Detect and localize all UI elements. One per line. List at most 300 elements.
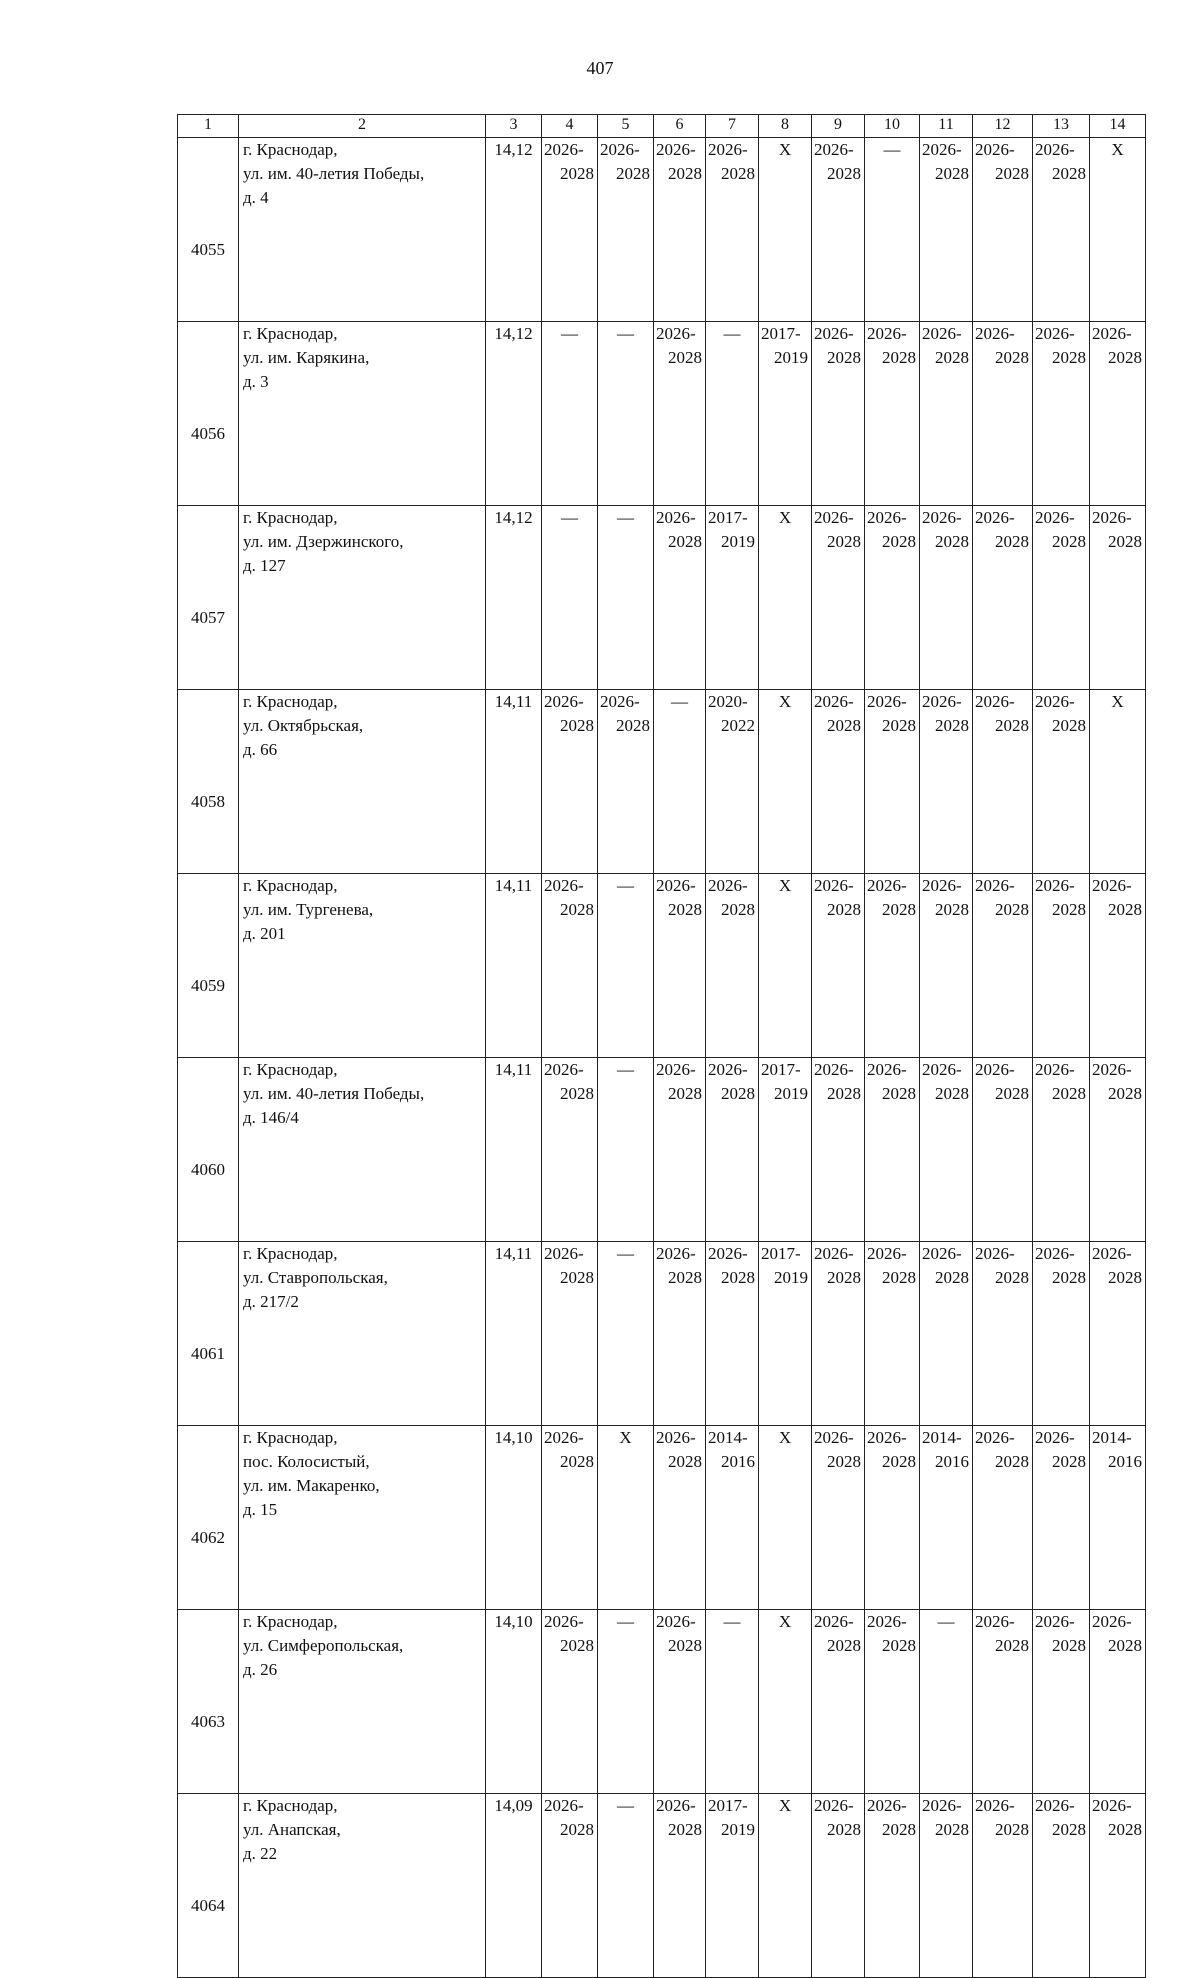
period-value: 2028	[882, 1268, 916, 1287]
period-value: 2026-	[975, 1244, 1015, 1263]
period-value: 2026-	[656, 1796, 696, 1815]
address-line: г. Краснодар,	[243, 876, 338, 895]
column-header-2: 2	[239, 115, 486, 138]
period-cell	[1090, 1426, 1146, 1610]
address-line: д. 3	[243, 372, 269, 391]
period-value: 2028	[882, 532, 916, 551]
period-value: 2028	[560, 716, 594, 735]
period-value: 2026-	[544, 1244, 584, 1263]
period-value: 2026-	[975, 876, 1015, 895]
period-value: 2026-	[814, 1796, 854, 1815]
period-cell	[706, 1058, 759, 1242]
period-cell	[973, 690, 1033, 874]
period-value: 2026-	[975, 1796, 1015, 1815]
address-line: д. 146/4	[243, 1108, 299, 1127]
period-value: 2026-	[544, 1060, 584, 1079]
period-cell	[973, 322, 1033, 506]
period-cell	[542, 1794, 598, 1978]
period-value: 2017-	[761, 1244, 801, 1263]
period-value: 2028	[1052, 716, 1086, 735]
period-value: X	[778, 508, 792, 527]
period-value: 2026-	[544, 876, 584, 895]
period-cell	[542, 1610, 598, 1794]
period-value: 2028	[995, 716, 1029, 735]
period-cell	[654, 874, 706, 1058]
period-cell	[973, 1058, 1033, 1242]
period-cell	[759, 1242, 812, 1426]
address-line: г. Краснодар,	[243, 1244, 338, 1263]
period-value: 2028	[1108, 1820, 1142, 1839]
address-line: д. 15	[243, 1500, 278, 1519]
period-value: 2028	[668, 900, 702, 919]
period-value: 2026-	[922, 1060, 962, 1079]
period-cell	[706, 1610, 759, 1794]
period-cell	[706, 322, 759, 506]
period-cell	[542, 1426, 598, 1610]
period-cell	[812, 1610, 865, 1794]
period-value: 2028	[668, 1820, 702, 1839]
period-cell	[1033, 1794, 1090, 1978]
period-cell	[812, 322, 865, 506]
period-value: 2026-	[814, 324, 854, 343]
period-cell	[1033, 506, 1090, 690]
period-value: 2026-	[814, 692, 854, 711]
period-value: 2026-	[1092, 324, 1132, 343]
period-value: 2026-	[1092, 1796, 1132, 1815]
period-cell	[706, 1794, 759, 1978]
period-value: 2028	[721, 1084, 755, 1103]
period-value: —	[617, 1060, 634, 1079]
area-cell: 14,11	[486, 1058, 542, 1242]
period-value: 2028	[1052, 1452, 1086, 1471]
column-header-9: 9	[812, 115, 865, 138]
address-cell	[239, 1058, 486, 1242]
period-value: 2028	[560, 1268, 594, 1287]
period-value: 2028	[560, 900, 594, 919]
period-value: 2028	[882, 900, 916, 919]
period-cell	[812, 1794, 865, 1978]
row-number: 4058	[178, 690, 239, 874]
period-value: 2026-	[867, 1060, 907, 1079]
period-cell	[598, 1794, 654, 1978]
period-value: 2028	[668, 532, 702, 551]
period-value: X	[778, 1428, 792, 1447]
period-value: 2026-	[544, 1428, 584, 1447]
period-value: 2028	[882, 1084, 916, 1103]
period-cell	[1033, 1058, 1090, 1242]
period-value: 2026-	[867, 1244, 907, 1263]
period-value: —	[617, 508, 634, 527]
column-header-10: 10	[865, 115, 920, 138]
period-cell	[654, 1426, 706, 1610]
period-cell	[759, 1058, 812, 1242]
period-cell	[1090, 1242, 1146, 1426]
table-row	[178, 874, 1146, 1058]
period-value: 2017-	[761, 1060, 801, 1079]
period-cell	[812, 1242, 865, 1426]
period-value: 2026-	[867, 876, 907, 895]
period-value: 2026-	[814, 876, 854, 895]
period-value: —	[617, 1612, 634, 1631]
period-cell	[598, 1610, 654, 1794]
period-cell	[542, 1058, 598, 1242]
period-value: 2026-	[975, 692, 1015, 711]
period-cell	[654, 322, 706, 506]
period-cell	[920, 1794, 973, 1978]
period-cell	[812, 690, 865, 874]
address-line: ул. Ставропольская,	[243, 1268, 388, 1287]
period-cell	[973, 1610, 1033, 1794]
period-value: 2026-	[975, 508, 1015, 527]
period-value: X	[778, 140, 792, 159]
address-line: д. 201	[243, 924, 286, 943]
period-cell	[1090, 322, 1146, 506]
period-value: X	[1111, 140, 1124, 159]
period-cell	[542, 1242, 598, 1426]
period-value: 2026-	[1092, 1612, 1132, 1631]
period-value: 2028	[995, 1636, 1029, 1655]
period-value: 2014-	[922, 1428, 962, 1447]
period-value: —	[937, 1612, 955, 1631]
period-value: 2026-	[1092, 1244, 1132, 1263]
period-value: —	[617, 1244, 634, 1263]
period-cell	[706, 874, 759, 1058]
address-cell	[239, 1426, 486, 1610]
address-line: ул. им. Карякина,	[243, 348, 370, 367]
period-value: 2026-	[867, 324, 907, 343]
period-value: 2022	[721, 716, 755, 735]
period-value: 2026-	[1035, 140, 1075, 159]
period-cell	[865, 1058, 920, 1242]
period-value: 2026-	[708, 876, 748, 895]
address-line: г. Краснодар,	[243, 1060, 338, 1079]
period-value: 2026-	[708, 140, 748, 159]
area-cell: 14,11	[486, 690, 542, 874]
period-value: 2026-	[867, 1796, 907, 1815]
period-value: 2028	[827, 1084, 861, 1103]
period-value: 2028	[882, 1636, 916, 1655]
period-value: 2028	[721, 164, 755, 183]
area-cell: 14,12	[486, 322, 542, 506]
period-cell	[973, 138, 1033, 322]
address-line: д. 217/2	[243, 1292, 299, 1311]
address-line: г. Краснодар,	[243, 692, 338, 711]
column-header-11: 11	[920, 115, 973, 138]
period-cell	[542, 690, 598, 874]
period-cell	[973, 1242, 1033, 1426]
period-value: 2028	[1108, 1084, 1142, 1103]
period-cell	[654, 138, 706, 322]
period-value: 2028	[668, 1636, 702, 1655]
period-value: 2026-	[656, 1612, 696, 1631]
period-value: 2028	[935, 900, 969, 919]
period-cell	[1033, 874, 1090, 1058]
period-cell	[542, 874, 598, 1058]
address-line: ул. Симферопольская,	[243, 1636, 404, 1655]
period-cell	[706, 1242, 759, 1426]
period-value: 2026-	[867, 1612, 907, 1631]
period-value: 2028	[668, 164, 702, 183]
row-number: 4062	[178, 1426, 239, 1610]
period-value: 2028	[935, 532, 969, 551]
period-value: 2026-	[656, 1244, 696, 1263]
period-cell	[973, 506, 1033, 690]
period-cell	[759, 1426, 812, 1610]
period-value: 2028	[995, 900, 1029, 919]
data-table	[177, 114, 1146, 1978]
column-header-3: 3	[486, 115, 542, 138]
period-cell	[759, 690, 812, 874]
period-cell	[706, 138, 759, 322]
period-value: 2026-	[656, 140, 696, 159]
address-line: пос. Колосистый,	[243, 1452, 370, 1471]
period-value: 2028	[827, 532, 861, 551]
table-row	[178, 1610, 1146, 1794]
table-row	[178, 506, 1146, 690]
period-value: 2028	[1108, 900, 1142, 919]
period-cell	[706, 506, 759, 690]
period-cell	[654, 1610, 706, 1794]
period-cell	[759, 1794, 812, 1978]
table-row	[178, 138, 1146, 322]
period-cell	[920, 1242, 973, 1426]
period-cell	[1090, 1610, 1146, 1794]
period-value: 2028	[560, 1636, 594, 1655]
period-cell	[759, 506, 812, 690]
period-value: 2026-	[656, 508, 696, 527]
period-value: X	[778, 876, 792, 895]
address-line: д. 26	[243, 1660, 278, 1679]
address-line: г. Краснодар,	[243, 324, 338, 343]
period-cell	[654, 1242, 706, 1426]
area-cell: 14,11	[486, 874, 542, 1058]
period-value: 2028	[827, 1452, 861, 1471]
period-value: 2026-	[975, 1428, 1015, 1447]
period-cell	[654, 1058, 706, 1242]
period-cell	[542, 506, 598, 690]
period-value: 2028	[560, 1820, 594, 1839]
column-header-14: 14	[1090, 115, 1146, 138]
address-cell	[239, 690, 486, 874]
period-value: 2028	[935, 164, 969, 183]
period-value: 2028	[668, 1452, 702, 1471]
address-line: г. Краснодар,	[243, 1428, 338, 1447]
period-value: 2026-	[544, 140, 584, 159]
period-value: 2028	[995, 164, 1029, 183]
period-cell	[1090, 506, 1146, 690]
period-value: 2028	[668, 348, 702, 367]
address-cell	[239, 138, 486, 322]
period-value: 2026-	[867, 1428, 907, 1447]
period-cell	[1033, 1426, 1090, 1610]
table-row	[178, 1794, 1146, 1978]
period-value: 2026-	[1035, 1612, 1075, 1631]
period-value: 2026-	[1035, 1428, 1075, 1447]
period-value: 2028	[827, 1268, 861, 1287]
table-body	[178, 138, 1146, 1978]
column-header-1: 1	[178, 115, 239, 138]
period-value: 2026-	[922, 876, 962, 895]
period-value: X	[778, 1612, 792, 1631]
period-cell	[542, 138, 598, 322]
period-cell	[706, 690, 759, 874]
period-value: 2028	[995, 1452, 1029, 1471]
period-cell	[654, 506, 706, 690]
period-cell	[920, 1610, 973, 1794]
period-value: 2014-	[1092, 1428, 1132, 1447]
address-line: г. Краснодар,	[243, 1796, 338, 1815]
period-cell	[973, 874, 1033, 1058]
period-value: 2026-	[656, 1060, 696, 1079]
period-value: 2026-	[814, 1244, 854, 1263]
period-cell	[1090, 690, 1146, 874]
period-cell	[920, 138, 973, 322]
period-cell	[812, 874, 865, 1058]
period-value: 2026-	[814, 1060, 854, 1079]
period-value: 2026-	[975, 1612, 1015, 1631]
period-value: 2028	[882, 348, 916, 367]
period-value: 2028	[1052, 164, 1086, 183]
address-line: ул. Анапская,	[243, 1820, 341, 1839]
period-value: 2026-	[814, 140, 854, 159]
period-value: 2026-	[1092, 876, 1132, 895]
row-number: 4061	[178, 1242, 239, 1426]
period-value: 2028	[721, 900, 755, 919]
period-cell	[598, 506, 654, 690]
period-value: 2026-	[867, 508, 907, 527]
period-value: X	[619, 1428, 632, 1447]
period-value: 2028	[1108, 1636, 1142, 1655]
column-header-7: 7	[706, 115, 759, 138]
period-value: 2026-	[1035, 508, 1075, 527]
period-cell	[865, 1794, 920, 1978]
period-cell	[920, 506, 973, 690]
period-cell	[920, 690, 973, 874]
row-number: 4057	[178, 506, 239, 690]
address-line: г. Краснодар,	[243, 140, 338, 159]
period-value: —	[617, 324, 634, 343]
period-value: —	[723, 1612, 741, 1631]
period-value: 2028	[827, 900, 861, 919]
period-value: 2017-	[761, 324, 801, 343]
period-cell	[812, 1058, 865, 1242]
address-cell	[239, 874, 486, 1058]
period-value: 2017-	[708, 508, 748, 527]
address-line: ул. им. Тургенева,	[243, 900, 374, 919]
period-value: 2020-	[708, 692, 748, 711]
row-number: 4060	[178, 1058, 239, 1242]
row-number: 4064	[178, 1794, 239, 1978]
period-value: 2028	[935, 1084, 969, 1103]
address-line: ул. им. 40-летия Победы,	[243, 1084, 425, 1103]
address-line: ул. Октябрьская,	[243, 716, 364, 735]
area-cell: 14,10	[486, 1610, 542, 1794]
period-value: 2028	[882, 716, 916, 735]
period-value: 2028	[1052, 532, 1086, 551]
column-header-6: 6	[654, 115, 706, 138]
period-cell	[865, 322, 920, 506]
period-cell	[598, 138, 654, 322]
period-value: 2028	[616, 716, 650, 735]
table-row	[178, 1242, 1146, 1426]
address-cell	[239, 1242, 486, 1426]
period-cell	[920, 874, 973, 1058]
period-value: 2019	[721, 1820, 755, 1839]
period-value: 2026-	[1035, 324, 1075, 343]
period-value: 2026-	[1035, 1060, 1075, 1079]
period-cell	[654, 690, 706, 874]
period-cell	[1033, 138, 1090, 322]
period-value: 2026-	[1035, 876, 1075, 895]
table-row	[178, 1058, 1146, 1242]
period-value: 2014-	[708, 1428, 748, 1447]
period-value: 2028	[1052, 1636, 1086, 1655]
period-value: 2028	[827, 1820, 861, 1839]
column-header-4: 4	[542, 115, 598, 138]
period-cell	[865, 874, 920, 1058]
period-cell	[865, 138, 920, 322]
period-value: 2028	[1108, 532, 1142, 551]
period-value: 2026-	[656, 876, 696, 895]
column-header-5: 5	[598, 115, 654, 138]
period-value: 2028	[827, 164, 861, 183]
column-header-row	[178, 115, 1146, 138]
period-cell	[1090, 138, 1146, 322]
period-value: 2016	[721, 1452, 755, 1471]
period-value: 2026-	[975, 140, 1015, 159]
period-value: 2028	[1052, 1820, 1086, 1839]
area-cell: 14,11	[486, 1242, 542, 1426]
period-value: 2026-	[922, 1796, 962, 1815]
period-cell	[1033, 1610, 1090, 1794]
period-value: 2026-	[544, 1796, 584, 1815]
address-cell	[239, 1610, 486, 1794]
period-cell	[1090, 874, 1146, 1058]
period-cell	[920, 1058, 973, 1242]
period-value: 2028	[995, 348, 1029, 367]
period-cell	[812, 1426, 865, 1610]
period-value: X	[1111, 692, 1124, 711]
period-value: —	[617, 876, 634, 895]
period-cell	[759, 874, 812, 1058]
period-value: 2028	[616, 164, 650, 183]
period-cell	[865, 506, 920, 690]
period-cell	[598, 690, 654, 874]
period-cell	[598, 1242, 654, 1426]
period-cell	[598, 874, 654, 1058]
period-cell	[1090, 1794, 1146, 1978]
period-value: 2028	[935, 1268, 969, 1287]
address-line: ул. им. Дзержинского,	[243, 532, 404, 551]
period-value: 2026-	[544, 692, 584, 711]
period-cell	[920, 322, 973, 506]
period-value: —	[723, 324, 741, 343]
period-value: 2028	[721, 1268, 755, 1287]
address-cell	[239, 506, 486, 690]
period-value: 2028	[935, 716, 969, 735]
period-value: 2028	[1052, 348, 1086, 367]
period-value: 2026-	[656, 1428, 696, 1447]
period-value: 2028	[827, 716, 861, 735]
period-value: 2026-	[544, 1612, 584, 1631]
area-cell: 14,09	[486, 1794, 542, 1978]
column-header-8: 8	[759, 115, 812, 138]
row-number: 4056	[178, 322, 239, 506]
column-header-13: 13	[1033, 115, 1090, 138]
period-value: 2028	[995, 1820, 1029, 1839]
period-value: 2019	[721, 532, 755, 551]
period-cell	[865, 690, 920, 874]
